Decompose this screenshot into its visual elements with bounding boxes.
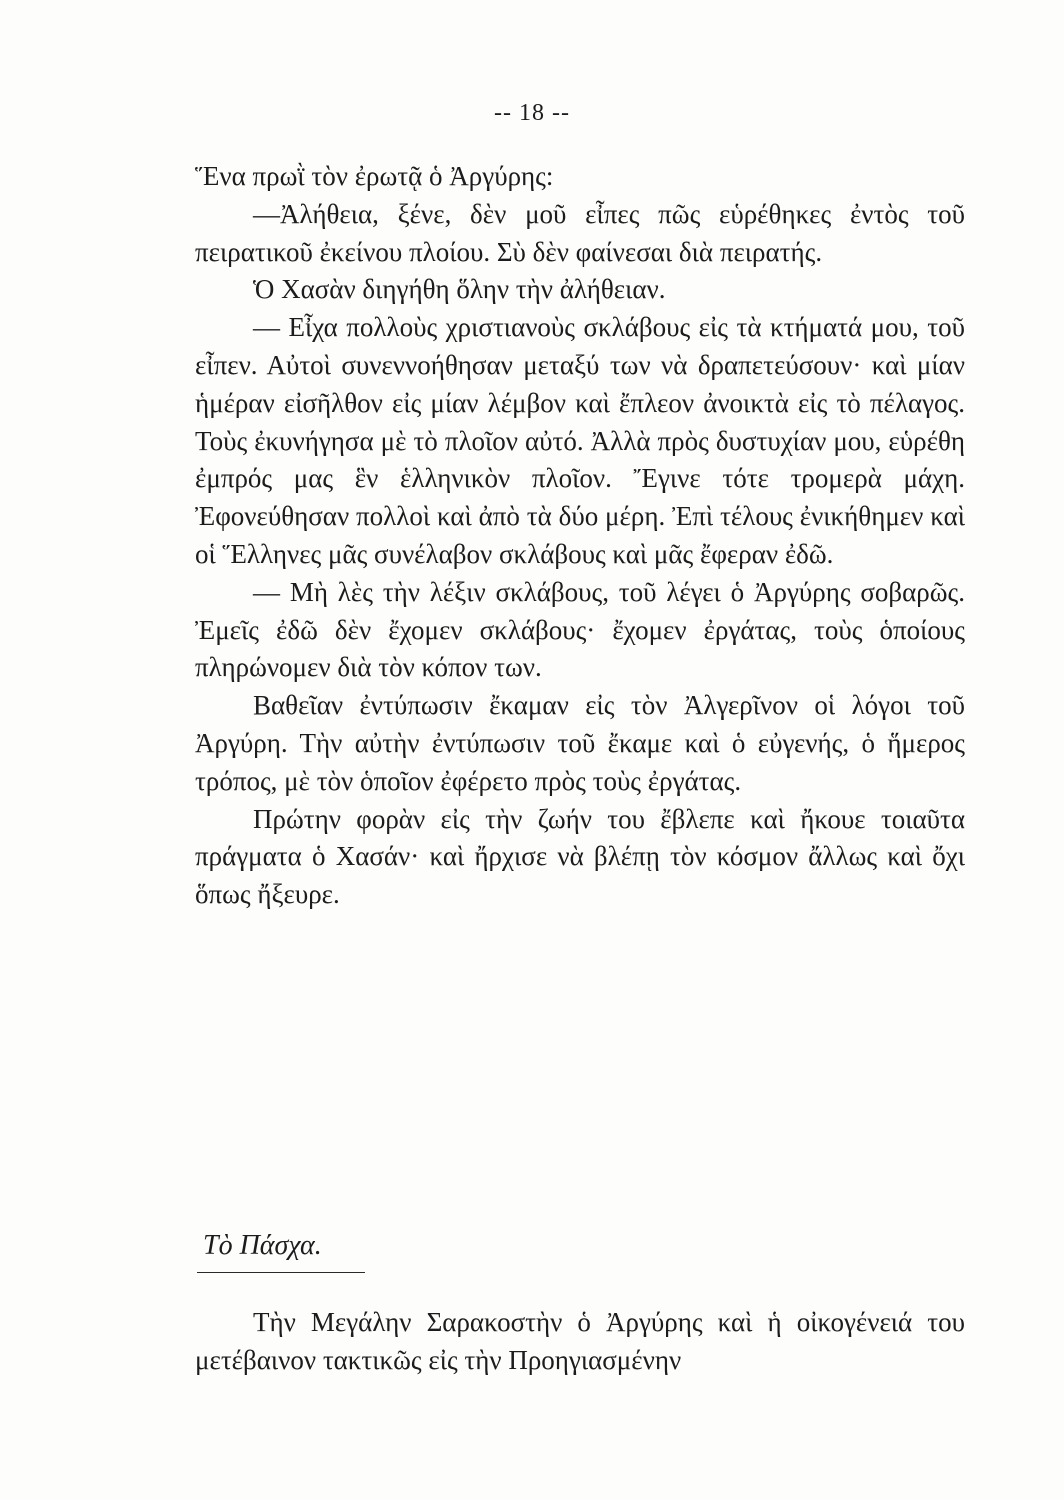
section-paragraph: Τὴν Μεγάλην Σαρακοστὴν ὁ Ἀργύρης καὶ ἡ οἰκογένειά του μετέβαινον τακτικῶς εἰς τὴν Προηγιασμένην [195,1307,965,1375]
paragraph-7: Πρώτην φορὰν εἰς τὴν ζωήν του ἔβλεπε καὶ ἤκουε τοιαῦτα πράγματα ὁ Χασάν· καὶ ἤρχισε νὰ βλέπῃ τὸν κόσμον ἄλλως καὶ ὄχι ὅπως ἤξευρε. [195,803,965,910]
paragraph-4: — Εἶχα πολλοὺς χριστιανοὺς σκλάβους εἰς τὰ κτήματά μου, τοῦ εἶπεν. Αὐτοὶ συνεννοήθησαν μεταξύ των νὰ δραπετεύσουν· καὶ μίαν ἡμέραν εἰσῆλθον εἰς μίαν λέμβον καὶ ἔπλεον ἀνοικτὰ εἰς τὸ πέλαγος. Τοὺς ἐκυνήγησα μὲ τὸ πλοῖον αὐτό. Ἀλλὰ πρὸς δυστυχίαν μου, εὑρέθη ἐμπρός μας ἓν ἑλληνικὸν πλοῖον. Ἔγινε τότε τρομερὰ μάχη. Ἐφονεύθησαν πολλοὶ καὶ ἀπὸ τὰ δύο μέρη. Ἐπὶ τέλους ἐνικήθημεν καὶ οἱ Ἕλληνες μᾶς συνέλαβον σκλάβους καὶ μᾶς ἔφεραν ἐδῶ. [195,312,965,569]
paragraph-2: —Ἀλήθεια, ξένε, δὲν μοῦ εἶπες πῶς εὑρέθηκες ἐντὸς τοῦ πειρατικοῦ ἐκείνου πλοίου. Σὺ δὲν φαίνεσαι διὰ πειρατής. [195,198,965,267]
section-pascha [195,1228,965,1379]
paragraph-5: — Μὴ λὲς τὴν λέξιν σκλάβους, τοῦ λέγει ὁ Ἀργύρης σοβαρῶς. Ἐμεῖς ἐδῶ δὲν ἔχομεν σκλάβους· ἔχομεν ἐργάτας, τοὺς ὁποίους πληρώνομεν διὰ τὸν κόπον των. [195,576,965,683]
main-text [195,158,965,914]
section-title: Τὸ Πάσχα. [203,1230,322,1261]
section-divider [197,1272,365,1273]
page-number: -- 18 -- [494,100,570,126]
paragraph-6: Βαθεῖαν ἐντύπωσιν ἔκαμαν εἰς τὸν Ἀλγερῖνον οἱ λόγοι τοῦ Ἀργύρη. Τὴν αὐτὴν ἐντύπωσιν τοῦ ἔκαμε καὶ ὁ εὐγενής, ὁ ἥμερος τρόπος, μὲ τὸν ὁποῖον ἐφέρετο πρὸς τοὺς ἐργάτας. [195,690,965,796]
paragraph-1: Ἕνα πρωῒ τὸν ἐρωτᾷ ὁ Ἀργύρης: [195,161,554,191]
paragraph-3: Ὁ Χασὰν διηγήθη ὅλην τὴν ἀλήθειαν. [253,274,666,305]
